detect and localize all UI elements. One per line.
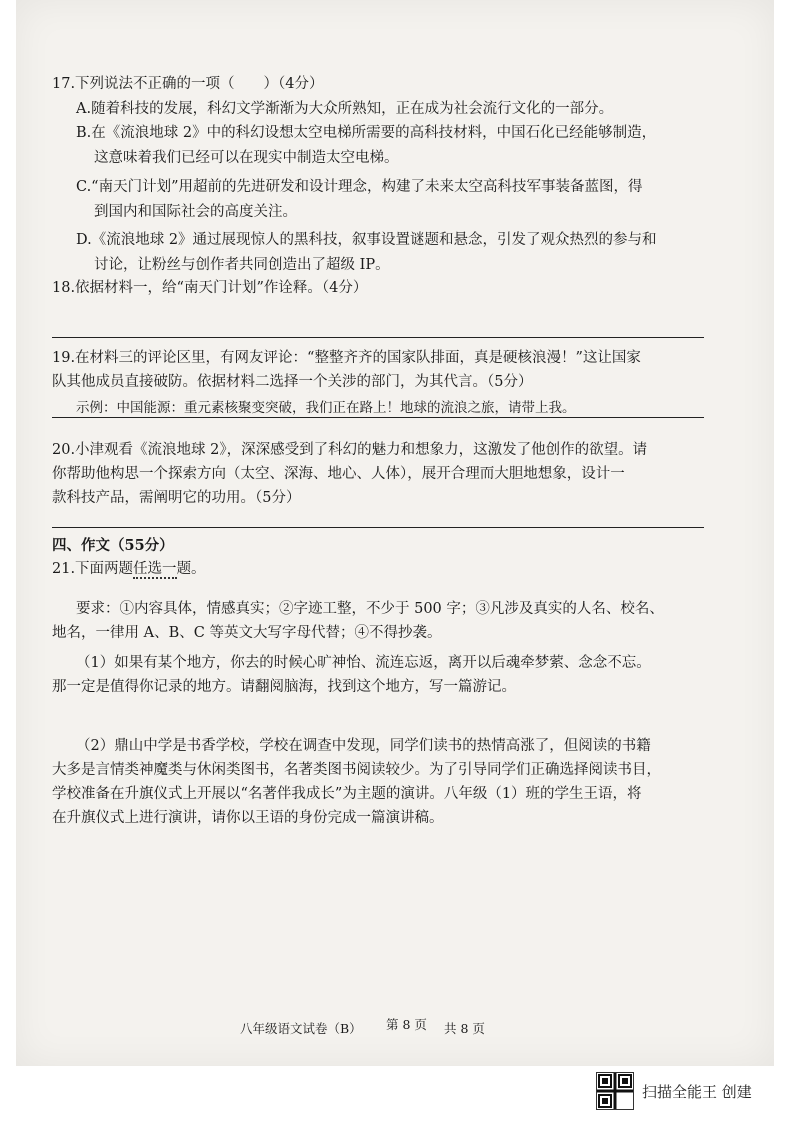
footer-page-number: 第 8 页 — [386, 1017, 427, 1032]
q17-option-c: C.“南天门计划”用超前的先进研发和设计理念，构建了未来太空高科技军事装备蓝图，得 — [76, 179, 643, 195]
section-4-title: 四、作文（55分） — [52, 537, 174, 554]
q19-stem-line2: 队其他成员直接破防。依据材料二选择一个关涉的部门，为其代言。（5分） — [52, 374, 533, 390]
q17-option-d-cont: 讨论，让粉丝与创作者共同创造出了超级 IP。 — [94, 257, 390, 273]
qr-code-icon — [596, 1072, 634, 1110]
essay-requirements-line2: 地名，一律用 A、B、C 等英文大写字母代替；④不得抄袭。 — [52, 625, 442, 641]
q17-stem: 17.下列说法不正确的一项（ ）（4分） — [52, 76, 324, 92]
essay-option-2-line4: 在升旗仪式上进行演讲，请你以王语的身份完成一篇演讲稿。 — [52, 810, 444, 826]
essay-requirements-line1: 要求：①内容具体，情感真实；②字迹工整，不少于 500 字；③凡涉及真实的人名、校名、 — [76, 601, 664, 617]
q21-stem-pre: 21.下面两题 — [52, 561, 134, 577]
q20-stem-line1: 20.小津观看《流浪地球 2》，深深感受到了科幻的魅力和想象力，这激发了他创作的欲望。请 — [52, 442, 648, 458]
scanner-watermark-text: 扫描全能王 创建 — [642, 1082, 752, 1101]
essay-option-2-line1: （2）鼎山中学是书香学校，学校在调查中发现，同学们读书的热情高涨了，但阅读的书籍 — [76, 738, 651, 754]
q17-option-b-cont: 这意味着我们已经可以在现实中制造太空电梯。 — [94, 150, 399, 166]
essay-option-2-line3: 学校准备在升旗仪式上开展以“名著伴我成长”为主题的演讲。八年级（1）班的学生王语，将 — [52, 786, 642, 802]
q17-option-a: A.随着科技的发展，科幻文学渐渐为大众所熟知，正在成为社会流行文化的一部分。 — [76, 101, 614, 117]
essay-option-1-line2: 那一定是值得你记录的地方。请翻阅脑海，找到这个地方，写一篇游记。 — [52, 679, 516, 695]
q21-stem — [52, 559, 206, 579]
exam-page — [16, 0, 774, 1066]
footer-paper-title: 八年级语文试卷（B） — [240, 1021, 362, 1036]
q19-answer-line — [52, 417, 704, 418]
footer-total-pages: 共 8 页 — [444, 1021, 485, 1036]
essay-option-2-line2: 大多是言情类神魔类与休闲类图书，名著类图书阅读较少。为了引导同学们正确选择阅读书目， — [52, 762, 661, 778]
q21-stem-emphasis: 任选一 — [133, 561, 177, 577]
q19-stem-line1: 19.在材料三的评论区里，有网友评论：“整整齐齐的国家队排面，真是硬核浪漫！”这让国家 — [52, 350, 641, 366]
q18-stem: 18.依据材料一，给“南天门计划”作诠释。（4分） — [52, 280, 368, 296]
q20-stem-line3: 款科技产品，需阐明它的功用。（5分） — [52, 490, 301, 506]
essay-option-1-line1: （1）如果有某个地方，你去的时候心旷神怡、流连忘返，离开以后魂牵梦萦、念念不忘。 — [76, 655, 651, 671]
q17-option-d: D.《流浪地球 2》通过展现惊人的黑科技，叙事设置谜题和悬念，引发了观众热烈的参与和 — [76, 232, 657, 248]
q17-option-c-cont: 到国内和国际社会的高度关注。 — [94, 204, 297, 220]
scanner-watermark — [596, 1071, 786, 1111]
q17-option-b: B.在《流浪地球 2》中的科幻设想太空电梯所需要的高科技材料，中国石化已经能够制造， — [76, 125, 657, 141]
q20-answer-line — [52, 527, 704, 528]
q21-stem-post: 题。 — [176, 561, 206, 577]
q18-answer-line — [52, 337, 704, 338]
q20-stem-line2: 你帮助他构思一个探索方向（太空、深海、地心、人体），展开合理而大胆地想象，设计一 — [52, 466, 625, 482]
q19-example: 示例：中国能源：重元素核聚变突破，我们正在路上！地球的流浪之旅，请带上我。 — [76, 400, 576, 416]
